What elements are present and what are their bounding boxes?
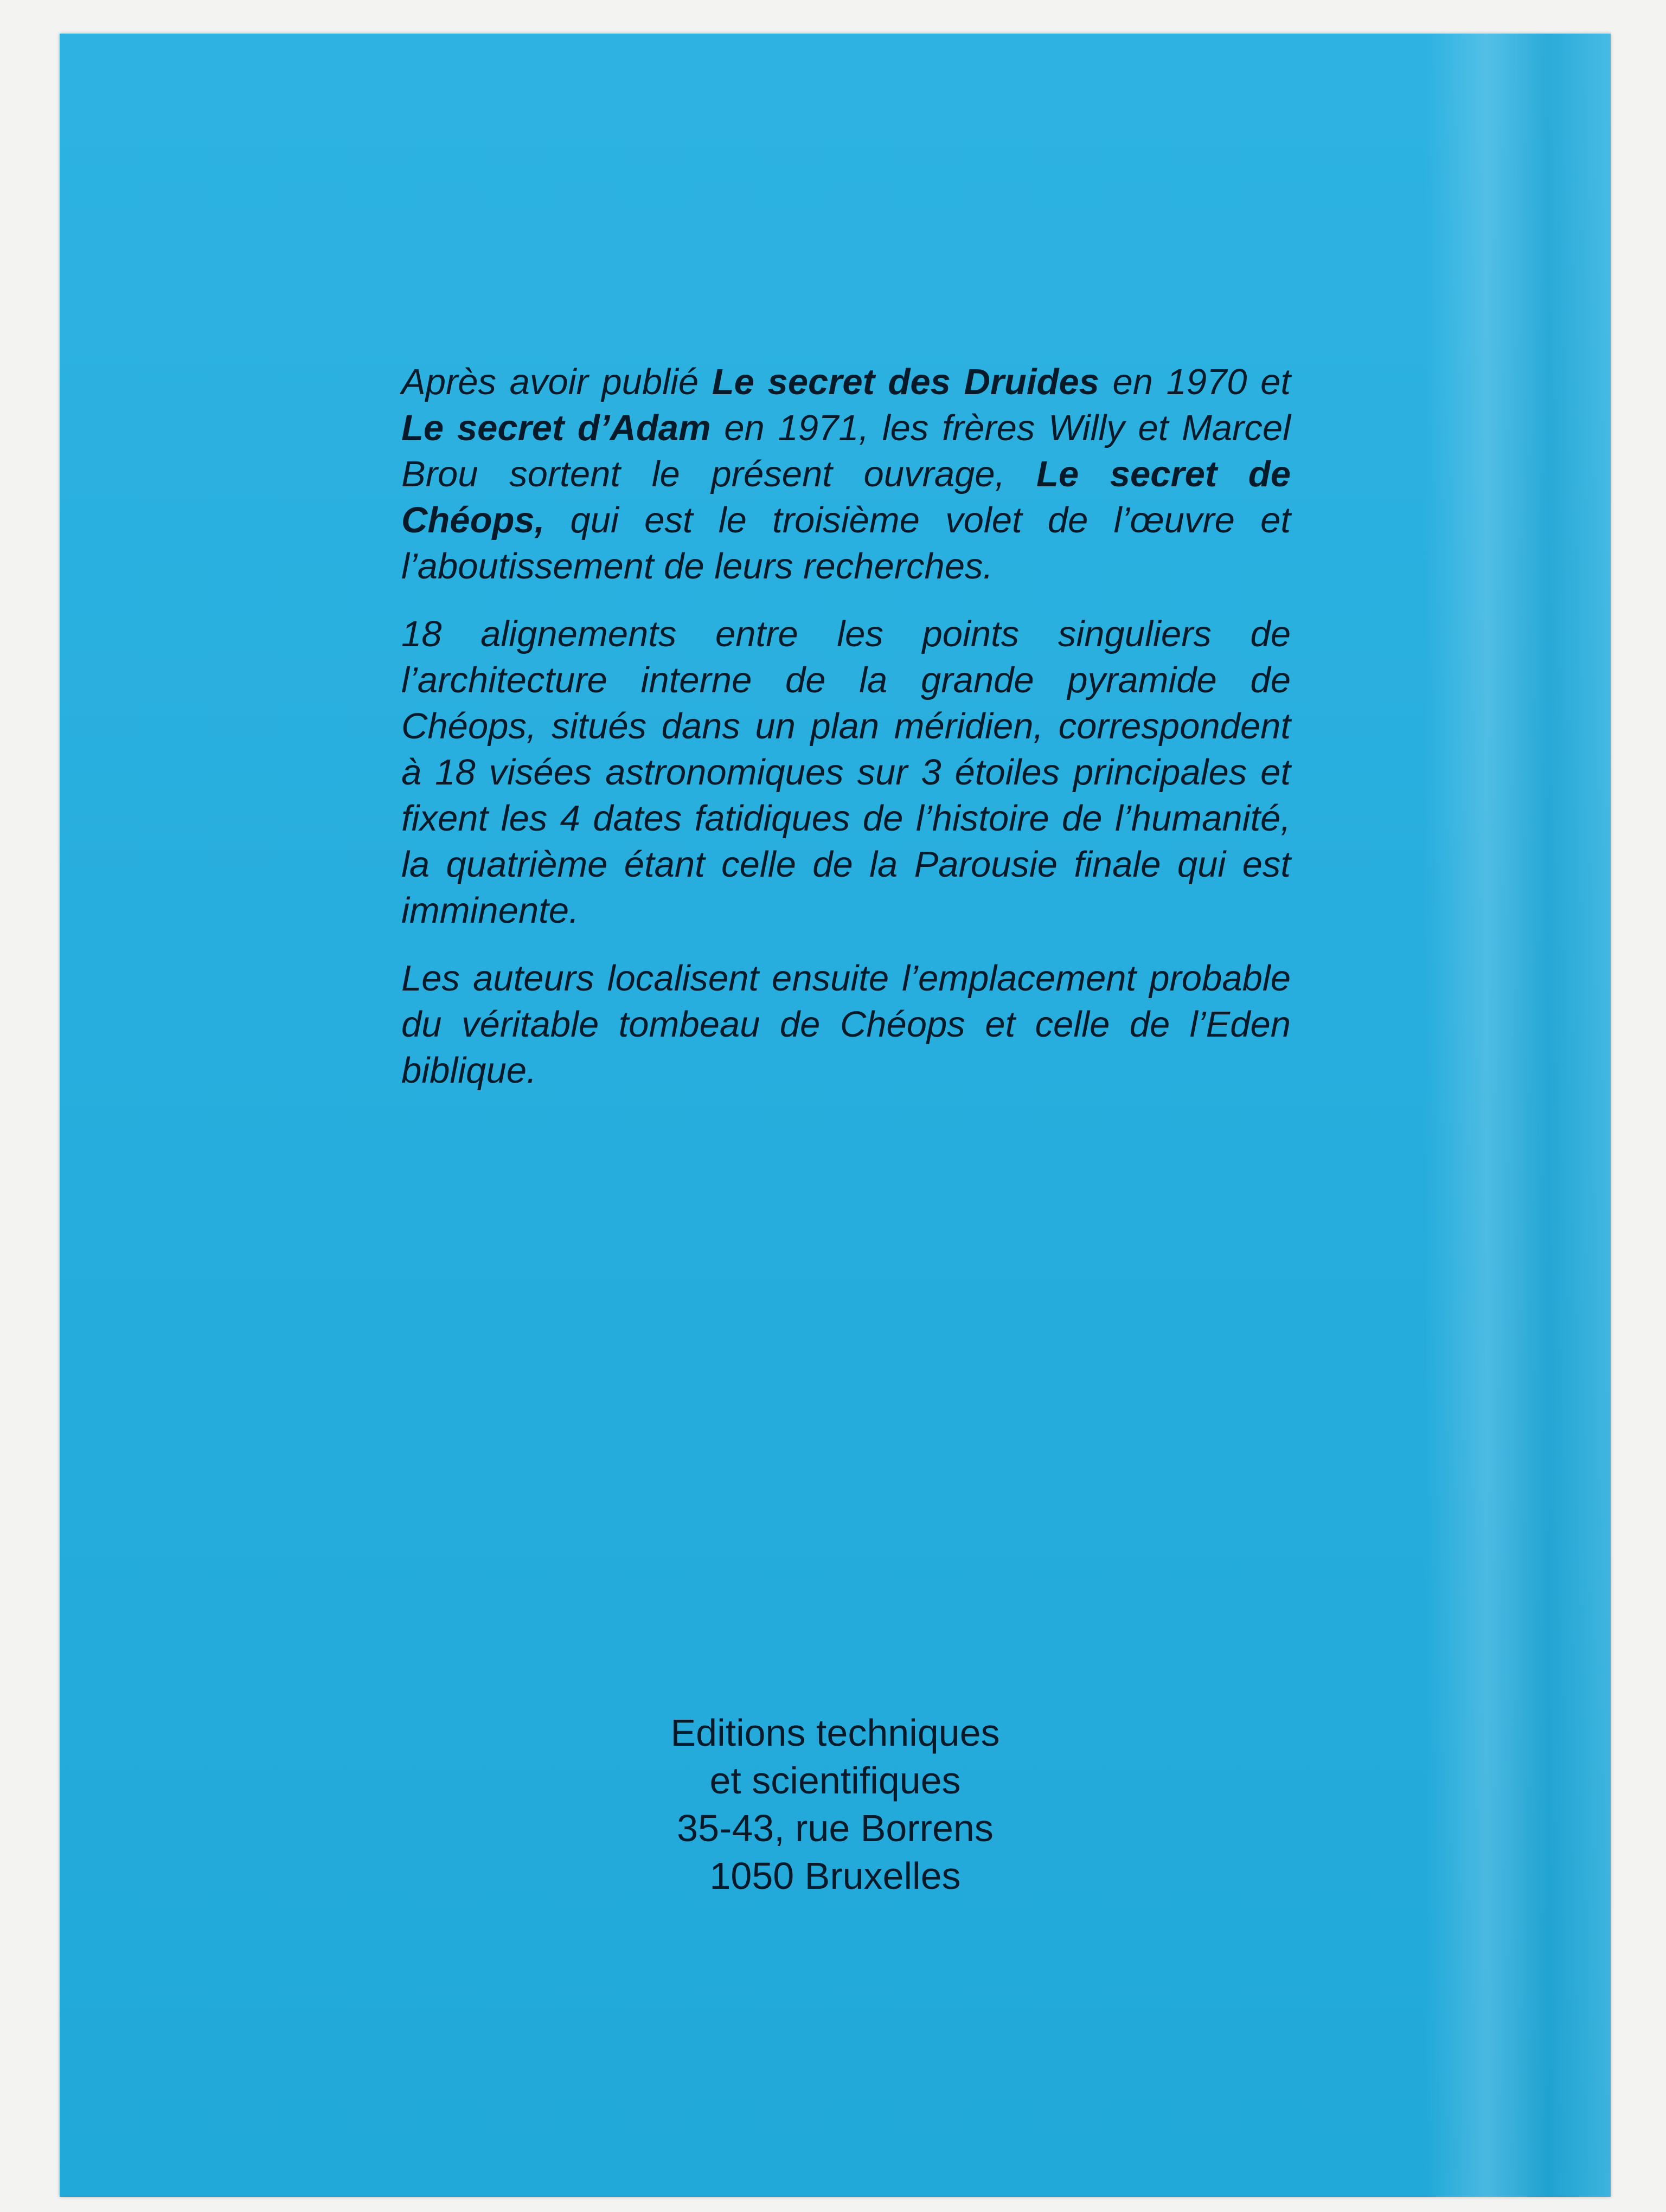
blurb-text: qui est le troisième volet de l’œuvre et l’aboutissement de leurs recherches. <box>401 500 1291 587</box>
book-title-druides: Le secret des Druides <box>712 362 1099 402</box>
publisher-name: Editions techniques <box>670 1712 1000 1754</box>
blurb-paragraph-2: 18 alignements entre les points singuliers de l’architecture interne de la grande pyramide de Chéops, situés dans un plan méridien, correspondent à 18 visées astronomiques sur 3 étoiles principales et fixent les 4 dates fatidiques de l’histoire de l’humanité, la quatrième étant celle de la Parousie finale qui est imminente. <box>401 614 1291 931</box>
blurb-text: en 1970 et <box>1099 362 1291 402</box>
blurb-text: Après avoir publié <box>401 362 712 402</box>
book-title-cheops: Le secret de Chéops, <box>401 454 1291 541</box>
book-title-adam: Le secret d’Adam <box>401 408 711 448</box>
publisher-name-2: et scientifiques <box>709 1759 961 1802</box>
blurb-paragraph-3: Les auteurs localisent ensuite l’emplacement probable du véritable tombeau de Chéops et celle de l’Eden biblique. <box>401 958 1291 1091</box>
blurb-text: en 1971, les frères Willy et Marcel Brou sortent le présent ouvrage, <box>401 408 1291 494</box>
publisher-street: 35-43, rue Borrens <box>677 1807 994 1849</box>
blurb-paragraph-1 <box>401 359 1291 589</box>
blurb <box>401 359 1291 1115</box>
publisher-city: 1050 Bruxelles <box>709 1855 961 1897</box>
book-back-cover <box>60 34 1611 2197</box>
publisher-block <box>60 1709 1611 1900</box>
